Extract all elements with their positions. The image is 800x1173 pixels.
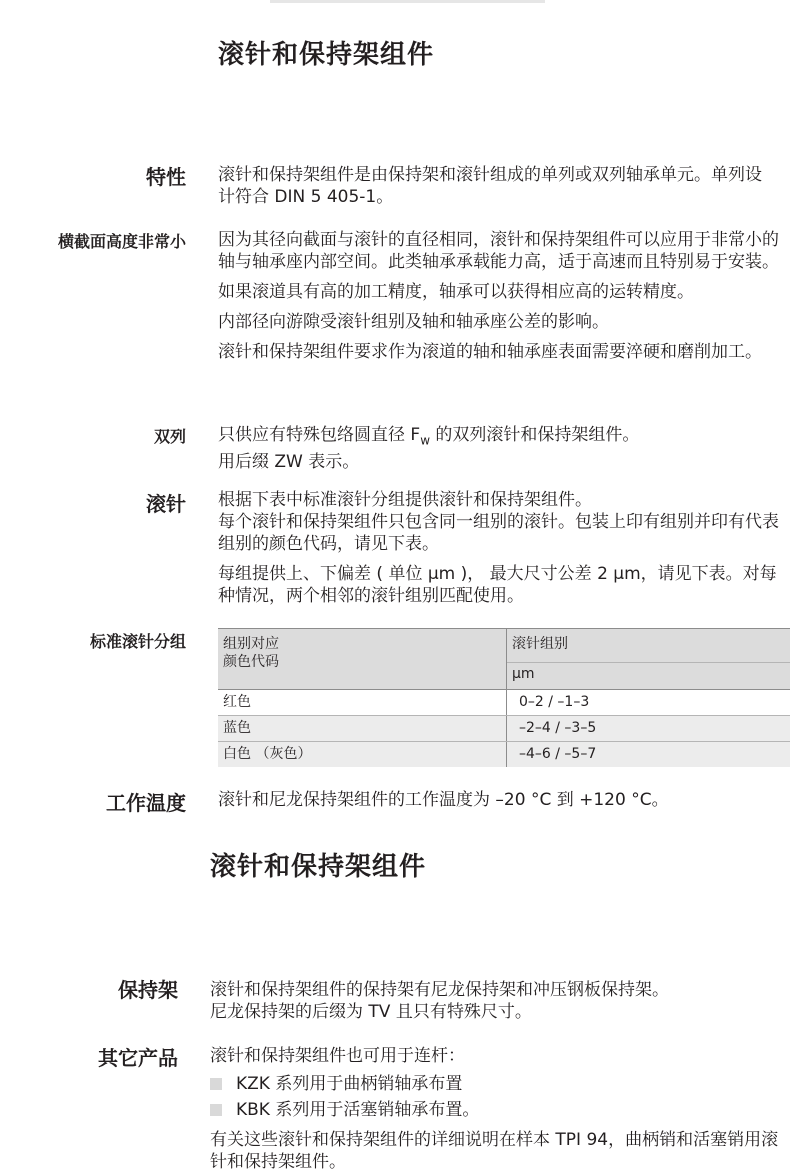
needles-p1b: 每个滚针和保持架组件只包含同一组别的滚针。包装上印有组别并印有代表组别的颜色代码，请见下表。 (218, 512, 779, 554)
table-header-group (507, 629, 791, 690)
fw-subscript: w (420, 433, 431, 448)
table-row (218, 690, 790, 716)
needles-text (218, 489, 790, 607)
cross-section-p3: 内部径向游隙受滚针组别及轴和轴承座公差的影响。 (218, 312, 609, 332)
table-cell-color: 白色 （灰色） (218, 742, 507, 768)
table-header-row (218, 629, 790, 690)
section-label-features: 特性 (146, 165, 186, 189)
table-cell-group: 0–2 / –1–3 (507, 690, 791, 716)
section-label-cage: 保持架 (118, 978, 178, 1002)
list-item (210, 1097, 790, 1123)
other-products-text (210, 1045, 790, 1173)
features-paragraph: 滚针和保持架组件是由保持架和滚针组成的单列或双列轴承单元。单列设计符合 DIN 5 405-1。 (218, 165, 762, 207)
bullet-square-icon (210, 1104, 222, 1116)
features-text (218, 164, 768, 208)
table-cell-color: 红色 (218, 690, 507, 716)
cross-section-p4: 滚针和保持架组件要求作为滚道的轴和轴承座表面需要淬硬和磨削加工。 (218, 342, 762, 362)
cage-text (210, 979, 790, 1023)
top-divider (270, 0, 545, 3)
cross-section-p1: 因为其径向截面与滚针的直径相同，滚针和保持架组件可以应用于非常小的轴与轴承座内部空间。此类轴承承载能力高，适于高速而且特别易于安装。 (218, 230, 779, 272)
section-title-2: 滚针和保持架组件 (210, 852, 427, 882)
table-cell-group: –4–6 / –5–7 (507, 742, 791, 768)
cross-section-p2: 如果滚道具有高的加工精度，轴承可以获得相应高的运转精度。 (218, 282, 694, 302)
header-group-unit: μm (507, 662, 790, 689)
section-label-grouping: 标准滚针分组 (89, 632, 186, 651)
section-label-other-products: 其它产品 (98, 1046, 178, 1070)
double-row-p1 (218, 424, 778, 451)
section-label-double-row: 双列 (153, 427, 186, 446)
list-item (210, 1071, 790, 1097)
needles-p2: 每组提供上、下偏差 ( 单位 μm )， 最大尺寸公差 2 μm，请见下表。对每种情况，两个相邻的滚针组别匹配使用。 (218, 564, 777, 606)
list-item-text: KZK 系列用于曲柄销轴承布置 (236, 1074, 463, 1094)
bullet-square-icon (210, 1078, 222, 1090)
section-label-cross-section: 横截面高度非常小 (57, 232, 186, 251)
cross-section-text (218, 229, 790, 363)
header-group-label: 滚针组别 (512, 636, 568, 652)
other-products-list (210, 1071, 790, 1123)
temperature-paragraph: 滚针和尼龙保持架组件的工作温度为 –20 °C 到 +120 °C。 (218, 790, 669, 810)
section-label-temperature: 工作温度 (106, 791, 186, 815)
needles-p1a: 根据下表中标准滚针分组提供滚针和保持架组件。 (218, 490, 592, 510)
temperature-text (218, 789, 790, 811)
header-color-line2: 颜色代码 (223, 654, 279, 670)
other-closing: 有关这些滚针和保持架组件的详细说明在样本 TPI 94，曲柄销和活塞销用滚针和保持架组件。 (210, 1130, 779, 1172)
table-row (218, 716, 790, 742)
cage-p2: 尼龙保持架的后缀为 TV 且只有特殊尺寸。 (210, 1002, 532, 1022)
page-title: 滚针和保持架组件 (218, 40, 435, 70)
table-cell-group: –2–4 / –3–5 (507, 716, 791, 742)
double-row-text (218, 424, 778, 473)
double-row-p2: 用后缀 ZW 表示。 (218, 452, 360, 473)
table-row (218, 742, 790, 768)
needle-grouping-table (218, 628, 790, 767)
header-color-line1: 组别对应 (223, 636, 279, 652)
section-label-needles: 滚针 (146, 492, 186, 516)
table-cell-color: 蓝色 (218, 716, 507, 742)
double-row-p1-pre: 只供应有特殊包络圆直径 F (218, 425, 421, 445)
table-header-color (218, 629, 507, 690)
list-item-text: KBK 系列用于活塞销轴承布置。 (236, 1100, 480, 1120)
other-intro: 滚针和保持架组件也可用于连杆： (210, 1046, 465, 1066)
double-row-p1-post: 的双列滚针和保持架组件。 (430, 425, 640, 445)
cage-p1: 滚针和保持架组件的保持架有尼龙保持架和冲压钢板保持架。 (210, 980, 669, 1000)
